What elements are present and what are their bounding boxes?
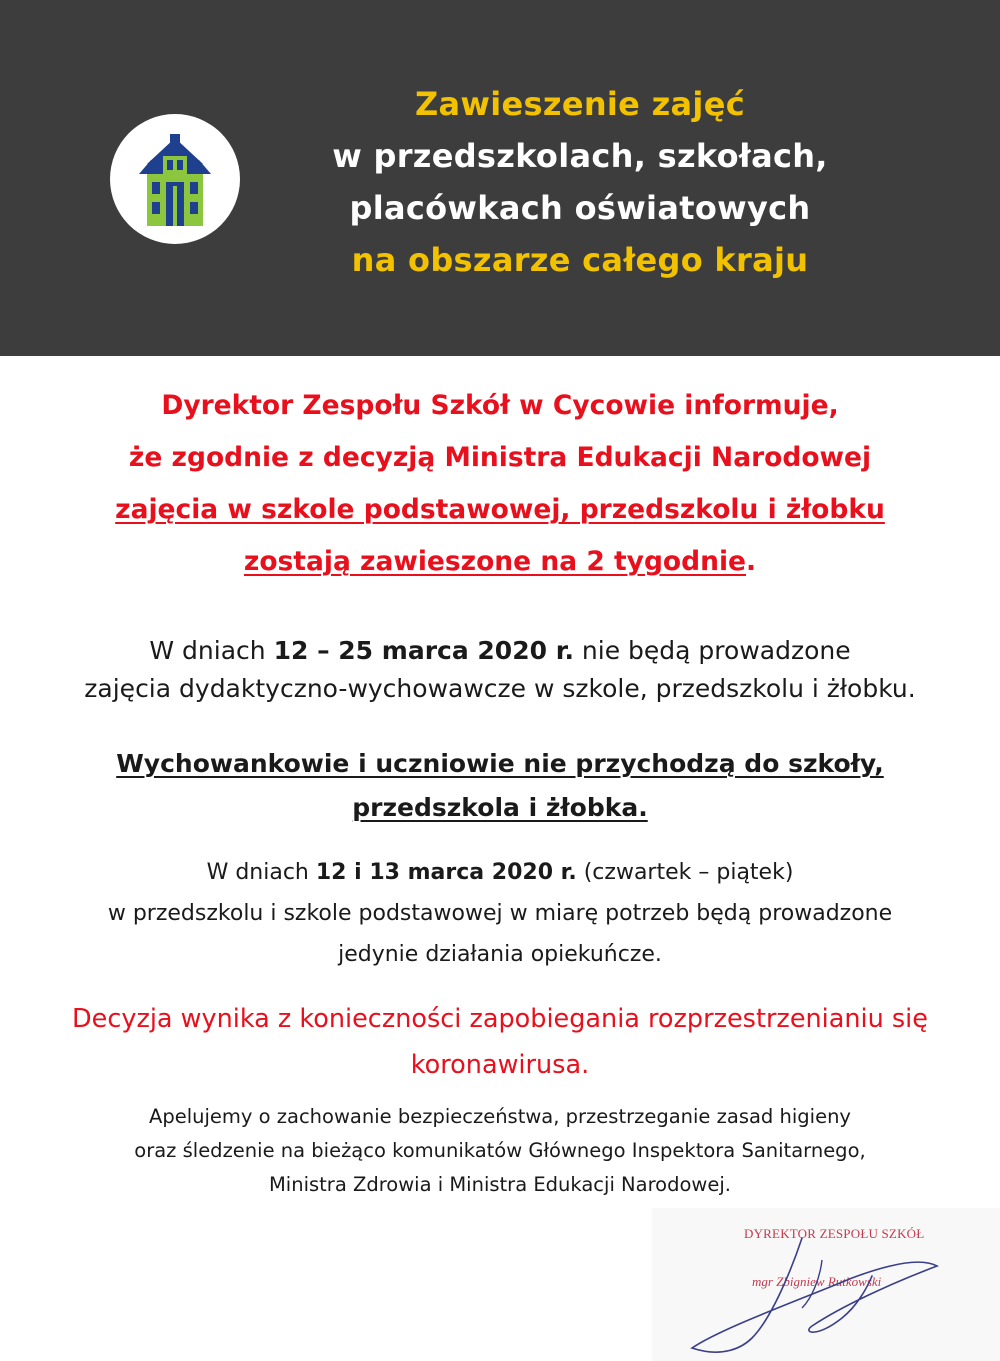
announcement-line2: że zgodnie z decyzją Ministra Edukacji Narodowej [128,442,872,473]
period-line2: zajęcia dydaktyczno-wychowawcze w szkole, przedszkolu i żłobku. [84,674,916,703]
signature-stamp [652,1208,1000,1361]
appeal-line3: Ministra Zdrowia i Ministra Edukacji Narodowej. [268,1173,731,1196]
announcement-line4: zostają zawieszone na 2 tygodnie [243,546,747,577]
appeal-line2: oraz śledzenie na bieżąco komunikatów Głównego Inspektora Sanitarnego, [134,1139,866,1162]
header-banner [0,0,1000,356]
care-suffix: (czwartek – piątek) [576,860,794,885]
care-line3: jedynie działania opiekuńcze. [338,942,662,967]
notice-line1: Wychowankowie i uczniowie nie przychodzą do szkoły, [116,749,884,778]
period-paragraph [0,632,1000,708]
announcement-line4-end: . [746,546,757,577]
announcement-line3: zajęcia w szkole podstawowej, przedszkolu i żłobku [115,494,885,525]
notice-line2: przedszkola i żłobka. [352,793,648,822]
header-title-line3: placówkach oświatowych [349,189,811,227]
care-line2: w przedszkolu i szkole podstawowej w miarę potrzeb będą prowadzone [107,901,893,926]
announcement-line1: Dyrektor Zespołu Szkół w Cycowie informuje, [161,390,839,421]
header-title-line4: na obszarze całego kraju [351,241,809,279]
period-prefix: W dniach [149,636,274,665]
school-building-icon [137,134,213,226]
header-title [300,78,860,286]
reason-line2: koronawirusa. [410,1050,590,1080]
header-title-line2: w przedszkolach, szkołach, [332,137,828,175]
appeal-paragraph [0,1100,1000,1202]
logo-badge [110,114,240,244]
header-title-line1: Zawieszenie zajęć [415,85,745,123]
care-dates: 12 i 13 marca 2020 r. [315,860,577,885]
stamp-title: DYREKTOR ZESPOŁU SZKÓŁ [744,1226,925,1241]
reason-line1: Decyzja wynika z konieczności zapobiegania rozprzestrzenianiu się [72,1004,928,1034]
stamp-name: mgr Zbigniew Rutkowski [752,1274,882,1289]
care-paragraph [0,852,1000,975]
announcement [0,380,1000,588]
notice-paragraph [0,742,1000,830]
appeal-line1: Apelujemy o zachowanie bezpieczeństwa, przestrzeganie zasad higieny [149,1105,851,1128]
period-dates: 12 – 25 marca 2020 r. [273,636,574,665]
care-prefix: W dniach [206,860,316,885]
handwritten-signature [652,1208,1000,1361]
period-suffix: nie będą prowadzone [573,636,851,665]
reason-paragraph [0,996,1000,1088]
